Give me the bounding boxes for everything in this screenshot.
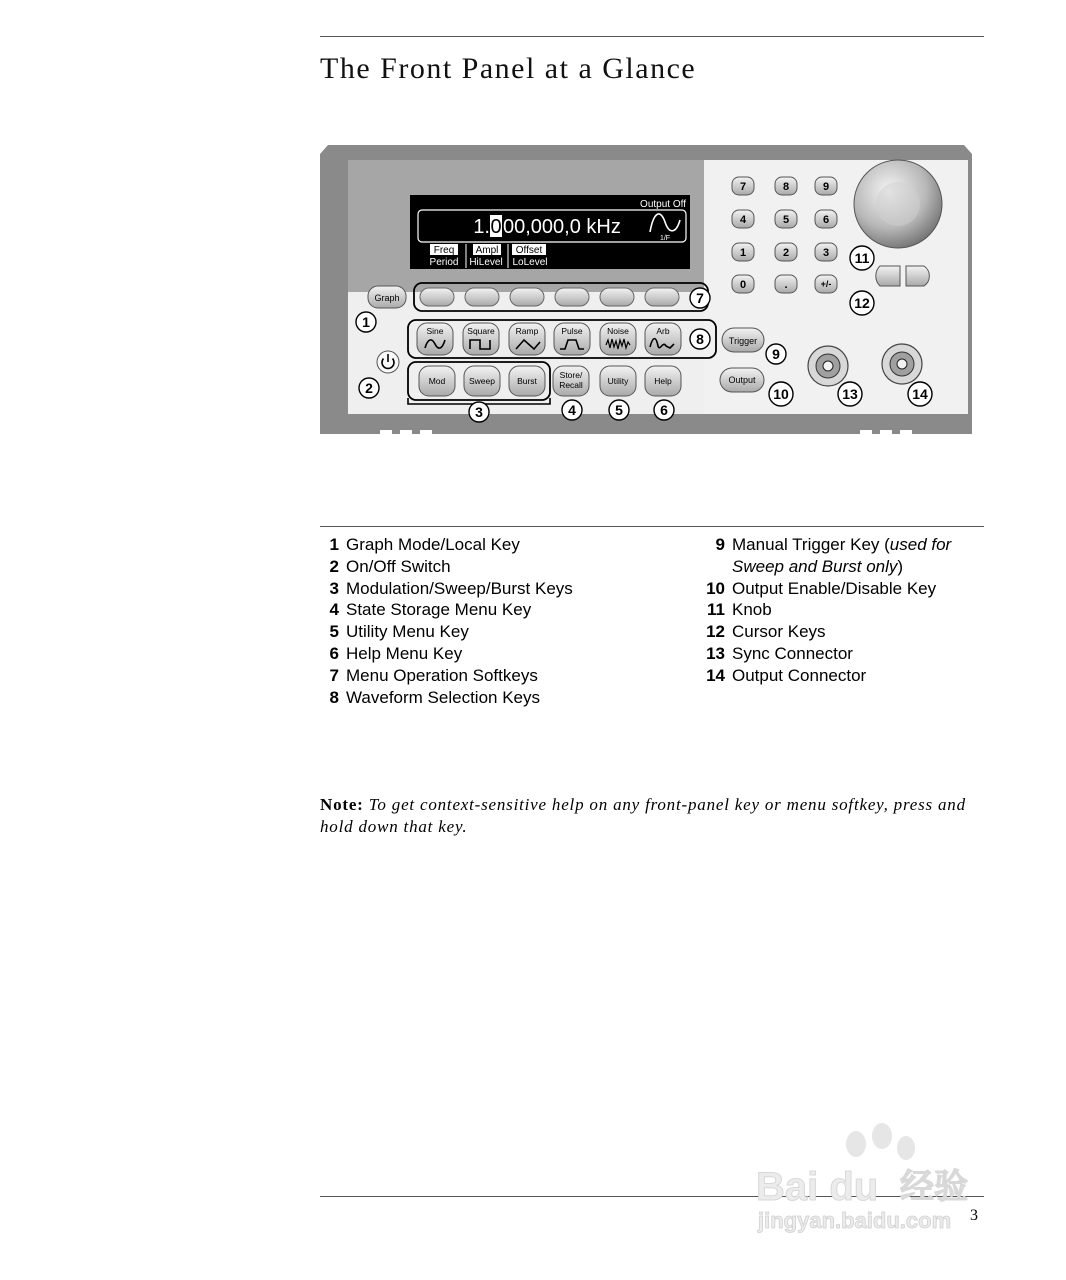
sync-connector[interactable] — [808, 346, 848, 386]
softkey-5[interactable] — [600, 288, 634, 306]
noise-button-label: Noise — [607, 326, 629, 336]
softkey-2[interactable] — [465, 288, 499, 306]
output-status-text: Output Off — [640, 199, 686, 210]
callout-4: 4 — [568, 402, 576, 418]
keypad-7-label: 7 — [739, 181, 747, 193]
cursor-left-key[interactable] — [876, 266, 900, 286]
keypad-9-label: 9 — [822, 181, 830, 193]
keypad-plus-minus-label: +/- — [820, 279, 832, 289]
paw-icon — [846, 1123, 915, 1160]
callout-7: 7 — [696, 290, 704, 306]
legend-right-column — [700, 534, 951, 687]
note-label: Note: — [320, 795, 364, 814]
legend-item: 11 Knob — [707, 600, 772, 620]
watermark-brand: Bai du — [756, 1165, 879, 1209]
keypad-4-label: 4 — [739, 214, 747, 226]
output-button-label: Output — [728, 375, 756, 385]
keypad-decimal-label: . — [784, 279, 788, 291]
note-paragraph — [320, 794, 980, 838]
page-title: The Front Panel at a Glance — [320, 52, 697, 85]
softkey-6[interactable] — [645, 288, 679, 306]
sweep-button-label: Sweep — [469, 376, 495, 386]
output-connector[interactable] — [882, 344, 922, 384]
store-label: Store/ — [559, 370, 583, 380]
softkey-label-period: Period — [429, 257, 459, 268]
cursor-right-key[interactable] — [906, 266, 929, 286]
pulse-button-label: Pulse — [561, 326, 583, 336]
watermark-cn: 经验 — [900, 1167, 968, 1207]
keypad-1-label: 1 — [739, 247, 747, 259]
legend-rule — [320, 526, 984, 527]
legend-item: 6 Help Menu Key — [329, 643, 463, 663]
callout-12: 12 — [854, 295, 870, 311]
callout-11: 11 — [854, 250, 870, 266]
reading-cursor-digit: 0 — [490, 216, 502, 238]
front-panel-illustration — [320, 140, 972, 440]
callout-9: 9 — [772, 346, 780, 362]
softkey-label-offset: Offset — [515, 245, 543, 256]
legend-item: 10 Output Enable/Disable Key — [706, 578, 937, 598]
legend-item: 5 Utility Menu Key — [329, 622, 469, 642]
legend-item: 7 Menu Operation Softkeys — [329, 665, 538, 685]
legend-item: 12 Cursor Keys — [706, 622, 826, 642]
keypad-0-label: 0 — [739, 279, 747, 291]
legend-item: 13 Sync Connector — [706, 643, 853, 663]
softkey-label-hilevel: HiLevel — [469, 257, 503, 268]
mod-button-label: Mod — [428, 376, 446, 386]
reading-prefix: 1. — [473, 216, 490, 238]
legend-item-continuation: Sweep and Burst only ) — [732, 556, 904, 576]
front-panel-svg — [320, 140, 972, 440]
reading-suffix: 00,000,0 kHz — [503, 216, 621, 238]
legend-left-column — [322, 534, 573, 708]
softkey-label-lolevel: LoLevel — [512, 257, 548, 268]
arb-button-label: Arb — [656, 326, 670, 336]
legend-item: 2 On/Off Switch — [329, 556, 451, 576]
legend-item: 14 Output Connector — [706, 665, 867, 685]
callout-1: 1 — [362, 314, 370, 330]
keypad-8-label: 8 — [782, 181, 790, 193]
watermark-url: jingyan.baidu.com — [758, 1208, 952, 1233]
top-rule — [320, 36, 984, 37]
help-button-label: Help — [654, 376, 672, 386]
callout-5: 5 — [615, 402, 623, 418]
trigger-button-label: Trigger — [728, 336, 758, 346]
keypad-5-label: 5 — [782, 214, 790, 226]
callout-3: 3 — [475, 404, 483, 420]
utility-button-label: Utility — [607, 376, 629, 386]
sine-button-label: Sine — [426, 326, 444, 336]
legend-item: 9 Manual Trigger Key ( used for — [715, 535, 952, 554]
period-label: 1/F — [659, 235, 671, 242]
baidu-watermark — [748, 1118, 1008, 1238]
keypad-2-label: 2 — [782, 247, 790, 259]
callout-13: 13 — [842, 386, 858, 402]
legend-item: 3 Modulation/Sweep/Burst Keys — [329, 578, 573, 598]
callout-14: 14 — [912, 386, 928, 402]
callout-2: 2 — [365, 380, 373, 396]
keypad-6-label: 6 — [822, 214, 830, 226]
softkey-label-ampl: Ampl — [475, 245, 499, 256]
softkey-4[interactable] — [555, 288, 589, 306]
burst-button-label: Burst — [517, 376, 537, 386]
ramp-button-label: Ramp — [515, 326, 539, 336]
keypad-3-label: 3 — [822, 247, 830, 259]
note-text: To get context-sensitive help on any front-panel key or menu softkey, press and hold down that key. — [320, 795, 966, 836]
callout-6: 6 — [660, 402, 668, 418]
softkey-1[interactable] — [420, 288, 454, 306]
softkey-3[interactable] — [510, 288, 544, 306]
legend-item: 1 Graph Mode/Local Key — [329, 535, 520, 554]
recall-label: Recall — [559, 380, 583, 390]
graph-button-label: Graph — [374, 293, 400, 303]
callout-10: 10 — [773, 386, 789, 402]
legend-item: 8 Waveform Selection Keys — [329, 687, 540, 707]
callout-8: 8 — [696, 331, 704, 347]
softkey-label-freq: Freq — [433, 245, 455, 256]
square-button-label: Square — [467, 326, 495, 336]
page-number: 3 — [970, 1207, 978, 1224]
legend-item: 4 State Storage Menu Key — [329, 600, 532, 620]
